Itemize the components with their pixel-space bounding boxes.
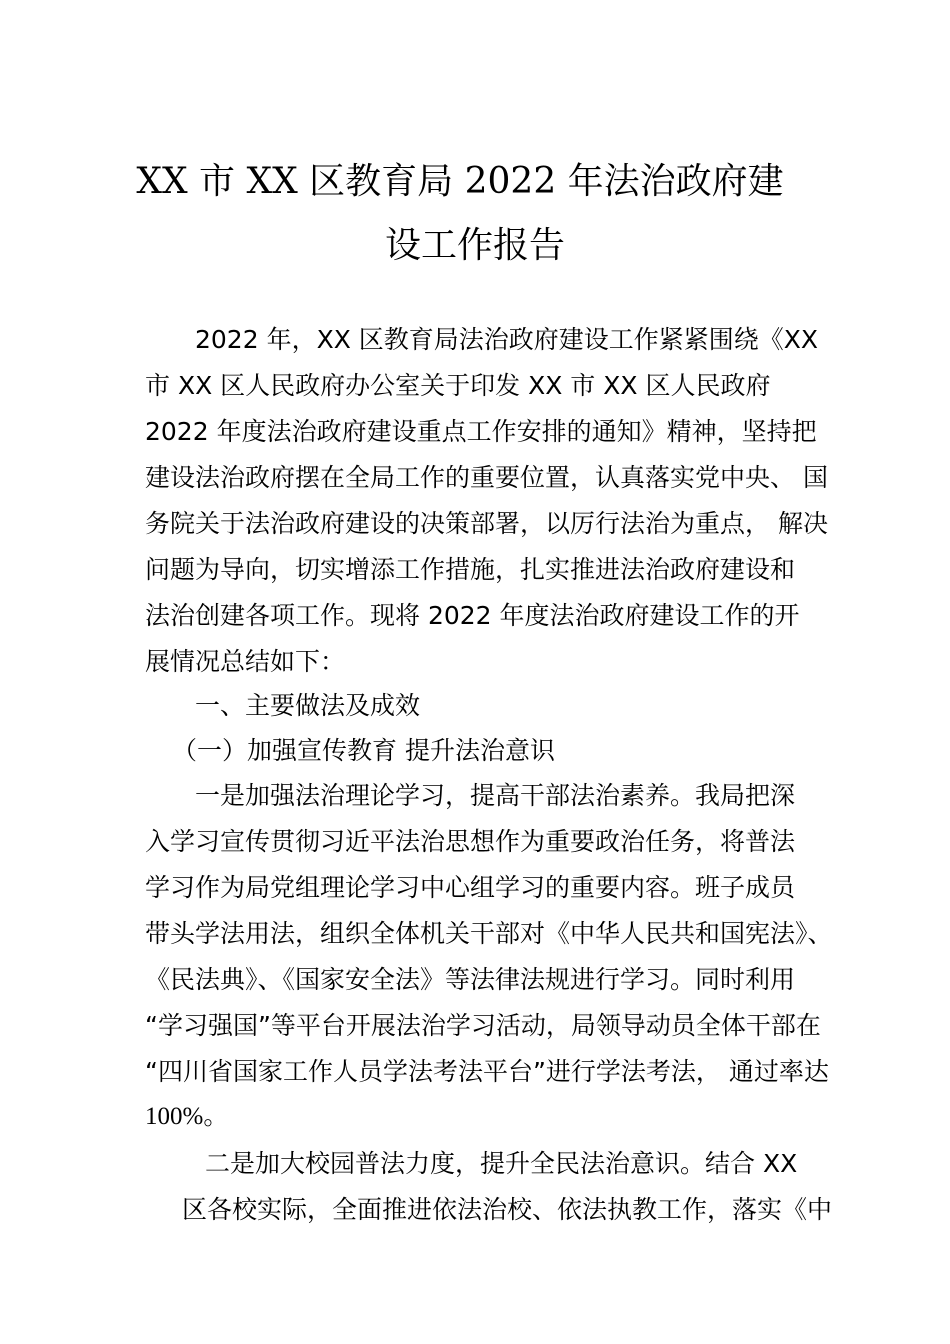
body-line: 市 XX 区人民政府办公室关于印发 XX 市 XX 区人民政府 [145, 371, 771, 400]
document-title-line-2: 设工作报告 [384, 225, 565, 266]
body-line: 区各校实际，全面推进依法治校、依法执教工作，落实《中 [182, 1195, 833, 1224]
body-line: 二是加大校园普法力度，提升全民法治意识。结合 XX [205, 1149, 798, 1178]
body-line: 带头学法用法，组织全体机关干部对《中华人民共和国宪法》、 [145, 919, 833, 948]
section-heading: 一、主要做法及成效 [195, 691, 421, 720]
body-line: “学习强国”等平台开展法治学习活动，局领导动员全体干部在 [145, 1011, 821, 1040]
body-line: 一是加强法治理论学习，提高干部法治素养。我局把深 [195, 781, 796, 810]
body-line: 《民法典》、《国家安全法》等法律法规进行学习。同时利用 [145, 965, 796, 994]
body-line: 法治创建各项工作。现将 2022 年度法治政府建设工作的开 [145, 601, 800, 630]
body-line: 务院关于法治政府建设的决策部署，以厉行法治为重点， 解决 [145, 509, 828, 538]
body-line: 展情况总结如下： [145, 647, 346, 676]
body-line: 100%。 [145, 1103, 229, 1130]
body-line: 2022 年度法治政府建设重点工作安排的通知》精神，坚持把 [145, 417, 817, 446]
body-line: 问题为导向，切实增添工作措施，扎实推进法治政府建设和 [145, 555, 796, 584]
document-title-line-1: XX 市 XX 区教育局 2022 年法治政府建 [136, 161, 784, 202]
body-line: 学习作为局党组理论学习中心组学习的重要内容。班子成员 [145, 873, 796, 902]
subsection-heading: （一）加强宣传教育 提升法治意识 [172, 736, 555, 765]
body-line: 2022 年，XX 区教育局法治政府建设工作紧紧围绕《XX [195, 325, 819, 354]
body-line: 建设法治政府摆在全局工作的重要位置，认真落实党中央、 国 [145, 463, 828, 492]
body-line: “四川省国家工作人员学法考法平台”进行学法考法， 通过率达 [145, 1057, 829, 1086]
body-line: 入学习宣传贯彻习近平法治思想作为重要政治任务，将普法 [145, 827, 796, 856]
